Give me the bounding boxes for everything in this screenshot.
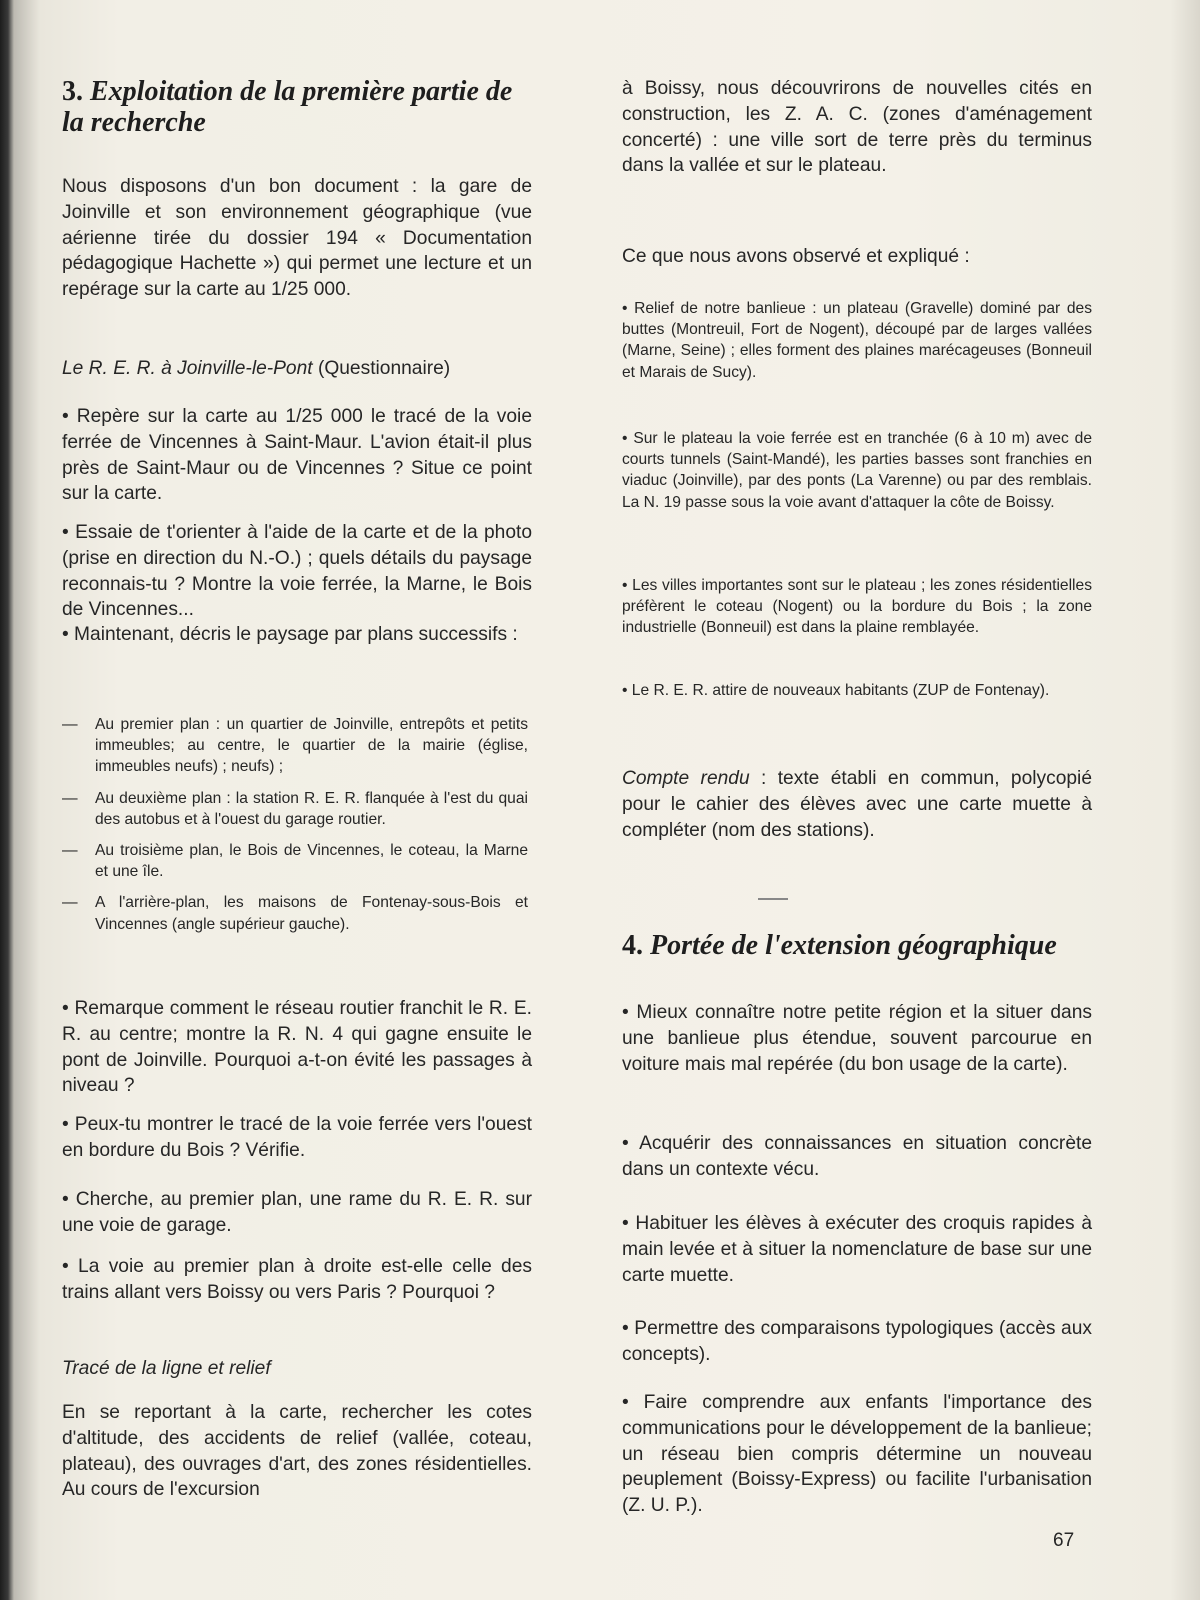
- observation-item: • Sur le plateau la voie ferrée est en tranchée (6 à 10 m) avec de courts tunnels (Saint-Mandé), les parties basses sont franchies en viaduc (Joinville), par des ponts (La Varenne) ou par des remblais. La N. 19 passe sous la voie avant d'attaquer la côte de Boissy.: [622, 430, 1092, 511]
- question-3: • Maintenant, décris le paysage par plans successifs :: [62, 624, 518, 645]
- observation-item: • Les villes importantes sont sur le plateau ; les zones résidentielles préfèrent le coteau (Nogent) ou la bordure du Bois ; la zone industrielle (Bonneuil) est dans la plaine remblayée.: [622, 577, 1092, 637]
- section-4-heading: 4. Portée de l'extension géographique: [622, 930, 1057, 961]
- page-number: 67: [1053, 1530, 1075, 1551]
- question-1: • Repère sur la carte au 1/25 000 le tracé de la voie ferrée de Vincennes à Saint-Maur. L'avion était-il plus près de Saint-Maur ou de Vincennes ? Situe ce point sur la carte.: [62, 406, 532, 505]
- plan-item: — Au troisième plan, le Bois de Vincennes, le coteau, la Marne et une île.: [62, 840, 528, 882]
- question-7: • La voie au premier plan à droite est-elle celle des trains allant vers Boissy ou vers Paris ? Pourquoi ?: [62, 1256, 532, 1303]
- aim-item: • Habituer les élèves à exécuter des croquis rapides à main levée et à situer la nomenclature de base sur une carte muette.: [622, 1213, 1092, 1286]
- plans-list: [62, 714, 528, 945]
- intro-paragraph: Nous disposons d'un bon document : la gare de Joinville et son environnement géographique (vue aérienne tirée du dossier 194 « Documentation pédagogique Hachette ») qui permet une lecture et un repérage sur la carte au 1/25 000.: [62, 176, 532, 301]
- section-3-heading: 3. Exploitation de la première partie de la recherche: [62, 76, 513, 138]
- subheading-rer-joinville: Le R. E. R. à Joinville-le-Pont (Questionnaire): [62, 358, 451, 379]
- observation-item: • Le R. E. R. attire de nouveaux habitants (ZUP de Fontenay).: [622, 682, 1050, 699]
- question-6: • Cherche, au premier plan, une rame du R. E. R. sur une voie de garage.: [62, 1189, 532, 1236]
- aim-item: • Mieux connaître notre petite région et la situer dans une banlieue plus étendue, souvent parcourue en voiture mais mal repérée (du bon usage de la carte).: [622, 1002, 1092, 1075]
- question-5: • Peux-tu montrer le tracé de la voie ferrée vers l'ouest en bordure du Bois ? Vérifie.: [62, 1114, 532, 1161]
- plan-item: — A l'arrière-plan, les maisons de Fontenay-sous-Bois et Vincennes (angle supérieur gauche).: [62, 892, 528, 934]
- question-4: • Remarque comment le réseau routier franchit le R. E. R. au centre; montre la R. N. 4 qui gagne ensuite le pont de Joinville. Pourquoi a-t-on évité les passages à niveau ?: [62, 998, 532, 1097]
- divider: [758, 898, 788, 900]
- subheading-trace-relief: Tracé de la ligne et relief: [62, 1358, 271, 1379]
- aim-item: • Faire comprendre aux enfants l'importance des communications pour le développement de la banlieue; un réseau bien compris détermine un nouveau peuplement (Boissy-Express) ou facilite l'urbanisation (Z. U. P.).: [622, 1392, 1092, 1517]
- plan-item: — Au deuxième plan : la station R. E. R. flanquée à l'est du quai des autobus et à l'ouest du garage routier.: [62, 788, 528, 830]
- question-2: • Essaie de t'orienter à l'aide de la carte et de la photo (prise en direction du N.-O.) ; quels détails du paysage reconnais-tu ? Montre la voie ferrée, la Marne, le Bois de Vincennes...: [62, 522, 532, 621]
- compte-rendu: Compte rendu : texte établi en commun, polycopié pour le cahier des élèves avec une carte muette à compléter (nom des stations).: [622, 768, 1092, 841]
- aim-item: • Permettre des comparaisons typologiques (accès aux concepts).: [622, 1318, 1092, 1365]
- plan-item: — Au premier plan : un quartier de Joinville, entrepôts et petits immeubles; au centre, le quartier de la mairie (église, immeubles neufs) ; neufs) ;: [62, 714, 528, 778]
- observed-heading: Ce que nous avons observé et expliqué :: [622, 246, 970, 267]
- observation-item: • Relief de notre banlieue : un plateau (Gravelle) dominé par des buttes (Montreuil, Fort de Nogent), découpé par de larges vallées (Marne, Seine) ; elles forment des plaines marécageuses (Bonneuil et Marais de Sucy).: [622, 300, 1092, 381]
- continuation-paragraph: à Boissy, nous découvrirons de nouvelles cités en construction, les Z. A. C. (zones d'aménagement concerté) : une ville sort de terre près du terminus dans la vallée et sur le plateau.: [622, 78, 1092, 177]
- aim-item: • Acquérir des connaissances en situation concrète dans un contexte vécu.: [622, 1133, 1092, 1180]
- relief-paragraph: En se reportant à la carte, rechercher les cotes d'altitude, des accidents de relief (vallée, coteau, plateau), des ouvrages d'art, des zones résidentielles. Au cours de l'excursion: [62, 1402, 532, 1501]
